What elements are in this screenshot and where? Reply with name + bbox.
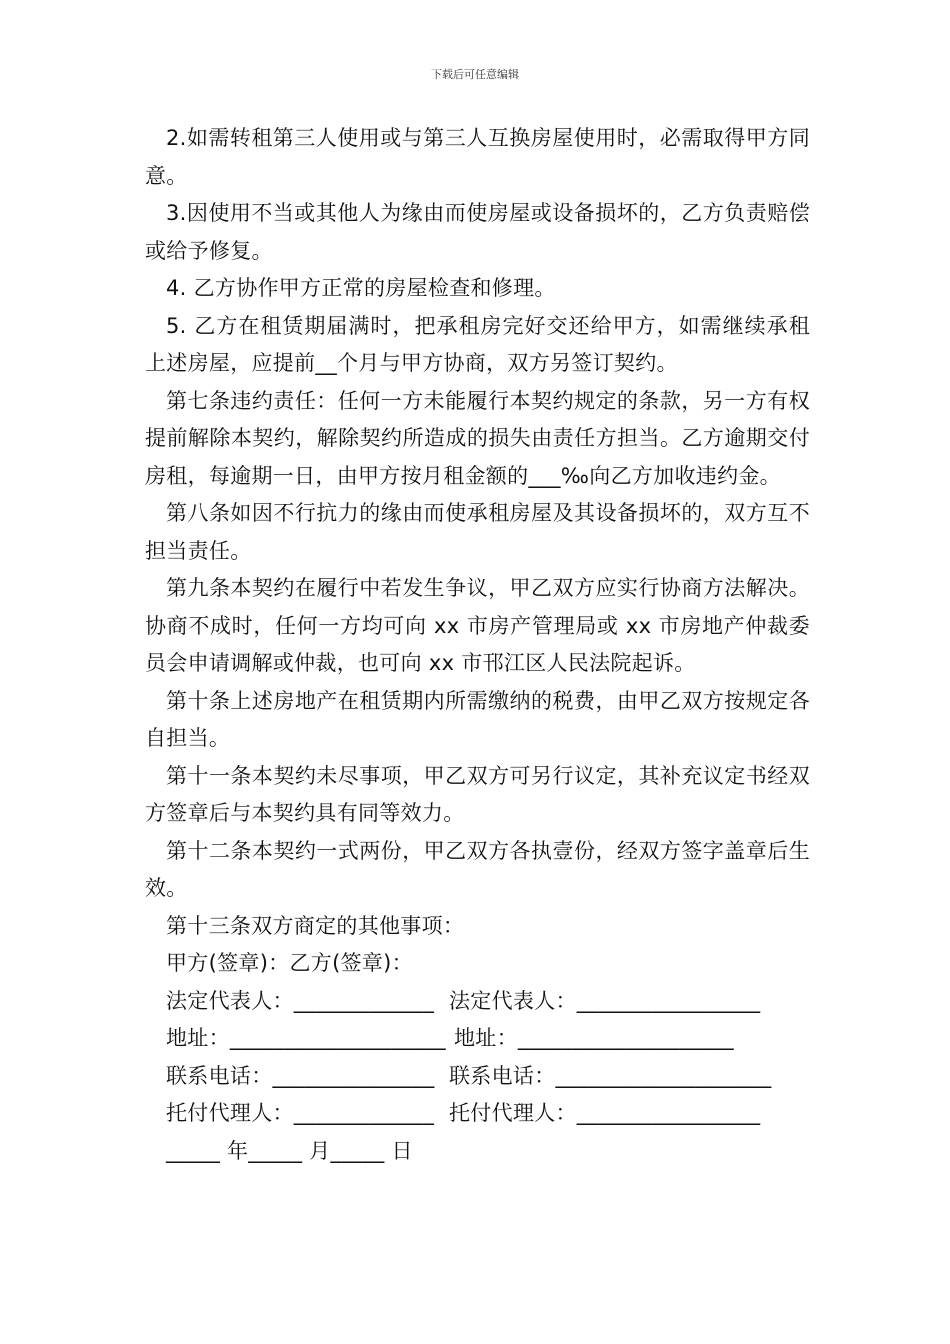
agent-row (145, 1095, 810, 1133)
contract-body (145, 120, 810, 1170)
party-b-address: 地址：____________________ (454, 1026, 734, 1050)
article-10: 第十条上述房地产在租赁期内所需缴纳的税费，由甲乙双方按规定各自担当。 (145, 688, 810, 750)
article-13: 第十三条双方商定的其他事项： (166, 913, 465, 938)
article-7: 第七条违约责任：任何一方未能履行本契约规定的条款，另一方有权提前解除本契约，解除契约所造成的损失由责任方担当。乙方逾期交付房租，每逾期一日，由甲方按月租金额的___‰向乙方加收违约金。 (145, 388, 810, 488)
party-b-phone: 联系电话：____________________ (449, 1063, 772, 1088)
legal-representative-row (145, 983, 810, 1021)
address-row (145, 1020, 810, 1058)
clause-4: 4. 乙方协作甲方正常的房屋检查和修理。 (166, 276, 556, 300)
article-9: 第九条本契约在履行中若发生争议，甲乙双方应实行协商方法解决。协商不成时，任何一方均可向 xx 市房产管理局或 xx 市房地产仲裁委员会申请调解或仲裁，也可向 xx 市邗江区人民法院起诉。 (145, 576, 810, 675)
article-12: 第十二条本契约一式两份，甲乙双方各执壹份，经双方签字盖章后生效。 (145, 838, 810, 900)
page-header: 下载后可任意编辑 (431, 68, 519, 81)
party-a-phone: 联系电话：_______________ (166, 1063, 435, 1088)
date-line: _____ 年_____ 月_____ 日 (166, 1138, 413, 1163)
clause-2: 2.如需转租第三人使用或与第三人互换房屋使用时，必需取得甲方同意。 (145, 126, 810, 188)
article-11: 第十一条本契约未尽事项，甲乙双方可另行议定，其补充议定书经双方签章后与本契约具有同等效力。 (145, 763, 810, 825)
clause-3: 3.因使用不当或其他人为缘由而使房屋或设备损坏的，乙方负责赔偿或给予修复。 (145, 201, 810, 263)
party-b-agent: 托付代理人：_________________ (449, 1101, 761, 1125)
party-a-legal-representative: 法定代表人：_____________ (166, 988, 435, 1013)
article-8: 第八条如因不行抗力的缘由而使承租房屋及其设备损坏的，双方互不担当责任。 (145, 501, 810, 563)
signature-parties: 甲方(签章)：乙方(签章)： (166, 951, 413, 975)
party-a-address: 地址：____________________ (166, 1026, 446, 1050)
phone-row (145, 1058, 810, 1096)
clause-5: 5. 乙方在租赁期届满时，把承租房完好交还给甲方，如需继续承租上述房屋，应提前__个月与甲方协商，双方另签订契约。 (145, 313, 810, 375)
party-a-agent: 托付代理人：_____________ (166, 1101, 435, 1125)
party-b-legal-representative: 法定代表人：_________________ (449, 988, 761, 1013)
